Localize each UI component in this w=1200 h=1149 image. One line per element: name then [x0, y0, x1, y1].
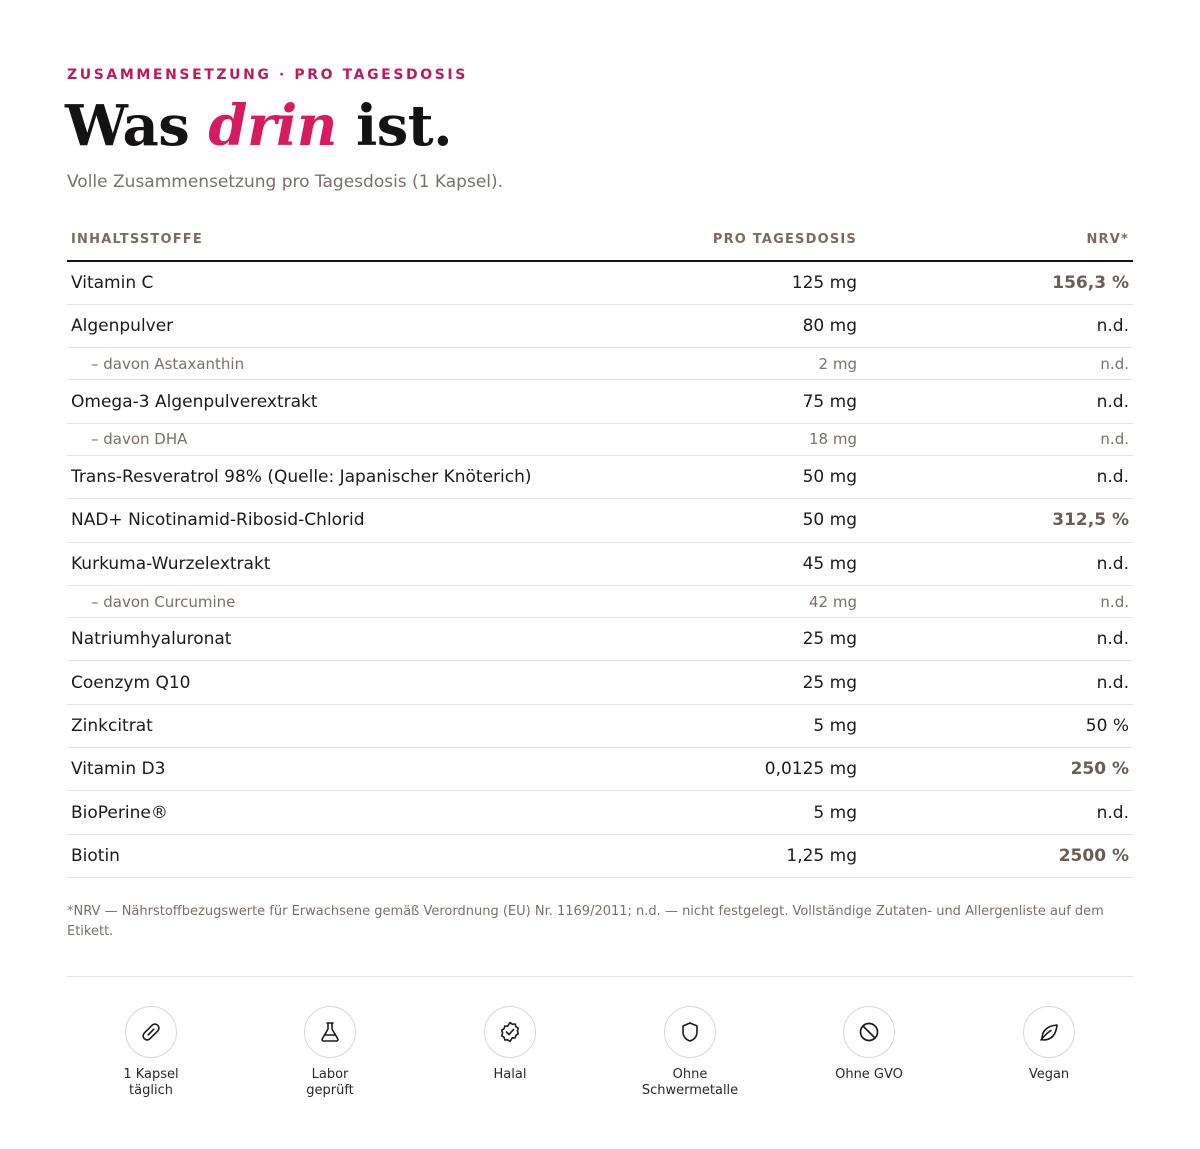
- divider: [67, 976, 1133, 977]
- feature-lab: [240, 1006, 420, 1099]
- ingredient-name: Biotin: [67, 834, 643, 877]
- feature-label: Labor geprüft: [306, 1067, 354, 1098]
- ingredient-dose: 50 mg: [643, 455, 995, 498]
- leaf-icon: [1023, 1006, 1075, 1058]
- ingredient-dose: 1,25 mg: [643, 834, 995, 877]
- table-row: [67, 380, 1133, 423]
- capsule-icon: [125, 1006, 177, 1058]
- feature-label: 1 Kapsel täglich: [123, 1067, 179, 1098]
- table-subrow: [67, 423, 1133, 455]
- table-row: [67, 704, 1133, 747]
- ingredient-name: BioPerine®: [67, 791, 643, 834]
- table-row: [67, 261, 1133, 304]
- title-before: Was: [65, 93, 209, 159]
- ingredient-dose: 80 mg: [643, 304, 995, 347]
- ingredient-name: – davon Curcumine: [67, 585, 643, 617]
- eyebrow-label: ZUSAMMENSETZUNG · PRO TAGESDOSIS: [67, 67, 468, 83]
- ingredient-dose: 18 mg: [643, 423, 995, 455]
- ingredient-dose: 42 mg: [643, 585, 995, 617]
- table-row: [67, 618, 1133, 661]
- ingredient-nrv: n.d.: [995, 304, 1133, 347]
- ingredient-nrv: n.d.: [995, 661, 1133, 704]
- subtitle: Volle Zusammensetzung pro Tagesdosis (1 Kapsel).: [67, 172, 504, 192]
- footnote: *NRV — Nährstoffbezugswerte für Erwachsene gemäß Verordnung (EU) Nr. 1169/2011; n.d. — nicht festgelegt. Vollständige Zutaten- und Allergenliste auf dem Etikett.: [67, 904, 1104, 939]
- ingredient-dose: 45 mg: [643, 542, 995, 585]
- feature-label: Ohne Schwermetalle: [641, 1067, 739, 1098]
- ingredient-name: Natriumhyaluronat: [67, 618, 643, 661]
- feature-vegan: [959, 1006, 1139, 1083]
- ingredient-name: Vitamin D3: [67, 748, 643, 791]
- table-subrow: [67, 348, 1133, 380]
- ingredient-dose: 0,0125 mg: [643, 748, 995, 791]
- page-title: [65, 92, 452, 160]
- ingredient-name: – davon Astaxanthin: [67, 348, 643, 380]
- ingredient-name: Omega-3 Algenpulverextrakt: [67, 380, 643, 423]
- table-row: [67, 791, 1133, 834]
- ingredient-dose: 2 mg: [643, 348, 995, 380]
- ingredient-dose: 25 mg: [643, 618, 995, 661]
- table-row: [67, 834, 1133, 877]
- prohibited-icon: [843, 1006, 895, 1058]
- table-row: [67, 748, 1133, 791]
- ingredients-table: [67, 218, 1133, 878]
- table-row: [67, 661, 1133, 704]
- feature-halal: [420, 1006, 600, 1083]
- table-row: [67, 304, 1133, 347]
- ingredient-name: Vitamin C: [67, 261, 643, 304]
- feature-badges: [67, 1006, 1133, 1106]
- ingredient-dose: 5 mg: [643, 791, 995, 834]
- halal-badge-icon: [484, 1006, 536, 1058]
- table-row: [67, 499, 1133, 542]
- column-header-dose: PRO TAGESDOSIS: [643, 218, 995, 261]
- ingredient-dose: 50 mg: [643, 499, 995, 542]
- ingredient-nrv: n.d.: [995, 455, 1133, 498]
- ingredient-dose: 5 mg: [643, 704, 995, 747]
- ingredient-name: Trans-Resveratrol 98% (Quelle: Japanischer Knöterich): [67, 455, 643, 498]
- ingredient-name: Algenpulver: [67, 304, 643, 347]
- feature-gmo-free: [779, 1006, 959, 1083]
- table-row: [67, 542, 1133, 585]
- table-subrow: [67, 585, 1133, 617]
- ingredient-dose: 25 mg: [643, 661, 995, 704]
- ingredient-nrv: 2500 %: [995, 834, 1133, 877]
- feature-capsule: [61, 1006, 241, 1099]
- table-header-row: [67, 218, 1133, 261]
- ingredient-nrv: n.d.: [995, 542, 1133, 585]
- title-accent: drin: [208, 93, 337, 159]
- flask-icon: [304, 1006, 356, 1058]
- ingredient-nrv: n.d.: [995, 348, 1133, 380]
- ingredient-name: Coenzym Q10: [67, 661, 643, 704]
- shield-icon: [664, 1006, 716, 1058]
- column-header-ingredients: INHALTSSTOFFE: [67, 218, 643, 261]
- ingredient-name: Kurkuma-Wurzelextrakt: [67, 542, 643, 585]
- feature-label: Halal: [493, 1067, 527, 1082]
- ingredient-nrv: 312,5 %: [995, 499, 1133, 542]
- ingredient-name: NAD+ Nicotinamid-Ribosid-Chlorid: [67, 499, 643, 542]
- ingredient-nrv: n.d.: [995, 423, 1133, 455]
- feature-label: Ohne GVO: [835, 1067, 903, 1082]
- ingredient-nrv: n.d.: [995, 380, 1133, 423]
- ingredient-dose: 75 mg: [643, 380, 995, 423]
- column-header-nrv: NRV*: [995, 218, 1133, 261]
- feature-heavy-metals: [600, 1006, 780, 1099]
- ingredient-nrv: 50 %: [995, 704, 1133, 747]
- ingredient-name: Zinkcitrat: [67, 704, 643, 747]
- ingredient-nrv: 250 %: [995, 748, 1133, 791]
- ingredient-nrv: n.d.: [995, 585, 1133, 617]
- title-after: ist.: [337, 93, 453, 159]
- ingredient-nrv: 156,3 %: [995, 261, 1133, 304]
- feature-label: Vegan: [1028, 1067, 1070, 1082]
- table-row: [67, 455, 1133, 498]
- ingredient-dose: 125 mg: [643, 261, 995, 304]
- ingredient-nrv: n.d.: [995, 791, 1133, 834]
- ingredient-nrv: n.d.: [995, 618, 1133, 661]
- ingredient-name: – davon DHA: [67, 423, 643, 455]
